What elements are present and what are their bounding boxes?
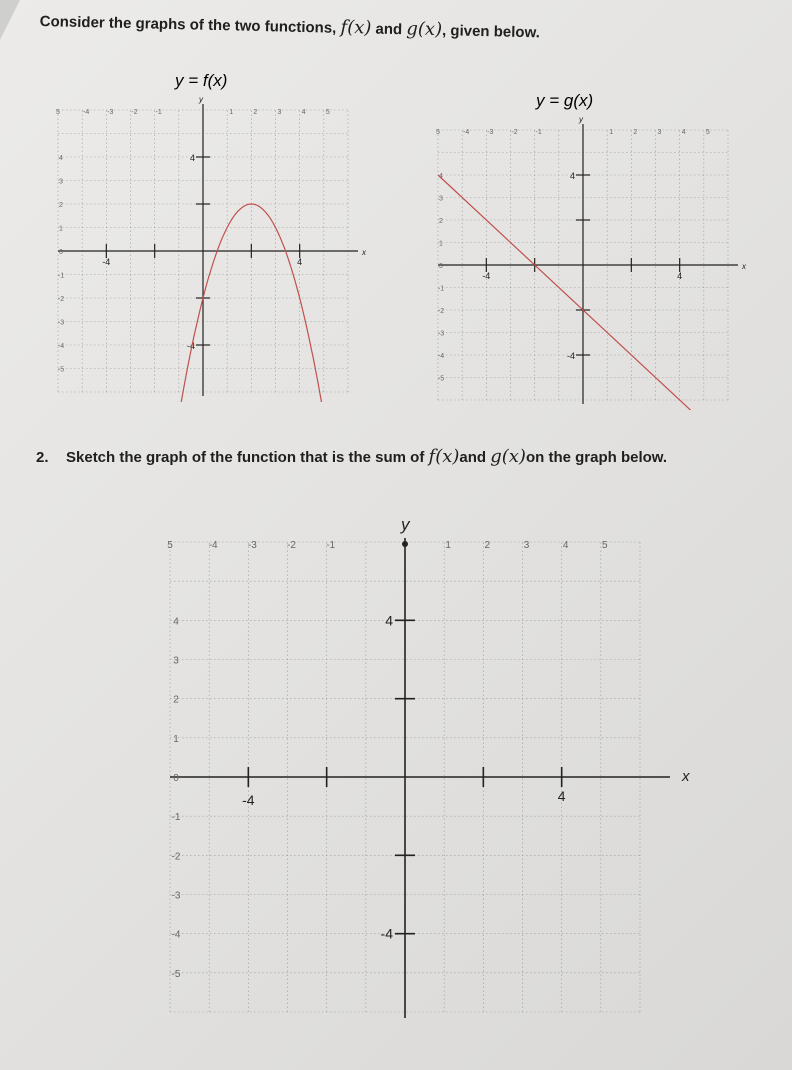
graph-f-left-number: 3 xyxy=(59,178,63,186)
graph-f-axes xyxy=(58,104,358,396)
graph-sum[interactable] xyxy=(150,512,690,1022)
graph-sum-left-number: -1 xyxy=(171,812,181,824)
graph-sum-left-number: 4 xyxy=(173,616,179,628)
graph-g-left-number: 2 xyxy=(439,218,443,225)
graph-g-x-label: x xyxy=(742,262,746,271)
graph-f-left-number: 2 xyxy=(59,202,63,209)
graph-sum-left-number: -5 xyxy=(171,968,181,980)
graph-sum-y-axis-dot xyxy=(402,541,408,547)
graph-sum-top-number: 4 xyxy=(562,540,569,551)
q-f-expr: f(x) xyxy=(428,446,460,467)
graph-sum-top-number: -4 xyxy=(208,540,218,551)
graph-g-left-number: 4 xyxy=(439,173,443,180)
graph-g-curve xyxy=(438,175,699,418)
graph-f-labels xyxy=(56,95,367,374)
graph-sum-left-number: -3 xyxy=(171,890,181,902)
graph-g-top-number: -3 xyxy=(487,129,494,136)
graph-f-top-number: -3 xyxy=(107,109,114,116)
graph-g-x-tick-label-4: 4 xyxy=(677,271,683,281)
graph-sum-top-number: -1 xyxy=(326,540,336,551)
intro-text: Consider the graphs of the two functions, f(x) and g(x), given below. xyxy=(39,12,541,42)
graph-f-top-number: 1 xyxy=(229,109,234,116)
graph-sum-y-label: y xyxy=(401,515,410,534)
graph-g-top-number: 1 xyxy=(609,129,614,136)
graph-sum-left-number: -2 xyxy=(171,851,181,863)
graph-g-y-label: y xyxy=(579,115,583,124)
graph-g-top-number: 5 xyxy=(436,129,440,136)
graph-g-title: y = g(x) xyxy=(536,91,594,110)
graph-g-top-number: 4 xyxy=(681,129,686,136)
graph-g-top-number: -1 xyxy=(535,129,542,136)
graph-sum-labels xyxy=(167,515,690,980)
question-number: 2. xyxy=(36,449,49,466)
graph-f-left-number: -3 xyxy=(57,319,65,327)
graph-sum-x-tick-label-neg4: -4 xyxy=(242,792,255,808)
graph-f-left-number: 1 xyxy=(59,225,63,233)
graph-g-top-number: -2 xyxy=(511,129,518,136)
graph-f-left-number: 4 xyxy=(59,155,63,162)
graph-sum-top-number: 5 xyxy=(602,540,608,551)
graph-g-left-number: -5 xyxy=(437,375,445,383)
graph-g-x-tick-label-neg4: -4 xyxy=(482,271,491,281)
graph-f-x-tick-label-4: 4 xyxy=(297,257,303,267)
graph-g-axes xyxy=(438,124,738,404)
graph-g-left-number: 0 xyxy=(439,263,443,270)
graph-f-left-number: -4 xyxy=(57,343,65,350)
f-expr: f(x) xyxy=(340,16,372,39)
graph-f-top-number: 5 xyxy=(325,109,330,116)
graph-f-left-number: -2 xyxy=(57,296,65,303)
graph-g-labels xyxy=(436,115,747,383)
graph-f-y-tick-label-neg4: -4 xyxy=(186,341,195,351)
graph-g-left-number: 3 xyxy=(439,195,443,203)
graph-sum-top-number: -3 xyxy=(247,540,257,551)
graph-sum-left-number: 0 xyxy=(173,773,179,784)
graph-g-y-tick-label-neg4: -4 xyxy=(566,351,575,361)
graph-f-y-tick-label-4: 4 xyxy=(189,153,195,163)
q-g-expr: g(x) xyxy=(490,446,526,467)
graph-f-left-number: -1 xyxy=(57,272,65,280)
graph-sum-axes xyxy=(170,538,670,1018)
graph-f-top-number: 3 xyxy=(277,109,282,116)
graph-sum-left-number: 1 xyxy=(173,733,179,745)
graph-g-top-number: 2 xyxy=(633,129,638,136)
graph-f xyxy=(50,60,366,400)
graph-f-left-number: -5 xyxy=(57,366,65,374)
graph-g-left-number: 1 xyxy=(439,240,443,248)
graph-g-top-number: 5 xyxy=(705,129,710,136)
graph-g-top-number: 3 xyxy=(657,129,662,136)
graph-g-top-number: -4 xyxy=(463,129,470,136)
graph-f-top-number: -1 xyxy=(155,109,162,116)
graph-sum-left-number: 3 xyxy=(173,655,179,667)
graph-sum-x-tick-label-4: 4 xyxy=(557,788,566,804)
graph-g-y-tick-label-4: 4 xyxy=(569,171,575,181)
graph-sum-top-number: 3 xyxy=(523,540,530,551)
graph-sum-left-number: -4 xyxy=(171,929,181,941)
graph-f-left-number: 0 xyxy=(59,249,63,256)
graph-sum-y-tick-label-4: 4 xyxy=(385,612,393,629)
graph-sum-x-label: x xyxy=(682,768,690,785)
graph-g-left-number: -4 xyxy=(437,353,445,360)
page-fold xyxy=(0,0,20,40)
graph-f-title: y = f(x) xyxy=(175,71,228,90)
graph-g-left-number: -3 xyxy=(437,330,445,338)
graph-sum-left-number: 2 xyxy=(173,694,179,706)
question-2: 2. Sketch the graph of the function that is the sum of f(x)and g(x)on the graph below. xyxy=(36,446,668,467)
g-expr: g(x) xyxy=(406,18,443,41)
graph-f-top-number: 2 xyxy=(253,109,258,116)
graph-sum-top-number: 1 xyxy=(445,540,451,551)
graph-sum-top-number: 5 xyxy=(167,540,173,551)
graph-g-left-number: -1 xyxy=(437,285,445,293)
graph-sum-top-number: 2 xyxy=(484,540,491,551)
graph-f-top-number: 4 xyxy=(301,109,306,116)
graph-sum-y-tick-label-neg4: -4 xyxy=(380,925,393,942)
graph-sum-top-number: -2 xyxy=(287,540,296,551)
graph-f-x-label: x xyxy=(362,248,366,257)
graph-f-top-number: -2 xyxy=(131,109,138,116)
graph-f-x-tick-label-neg4: -4 xyxy=(102,257,111,267)
graph-f-top-number: 5 xyxy=(56,109,60,116)
graph-g-left-number: -2 xyxy=(437,308,445,315)
graph-f-y-label: y xyxy=(199,95,203,104)
graph-f-top-number: -4 xyxy=(83,109,90,116)
graph-g xyxy=(428,80,746,410)
